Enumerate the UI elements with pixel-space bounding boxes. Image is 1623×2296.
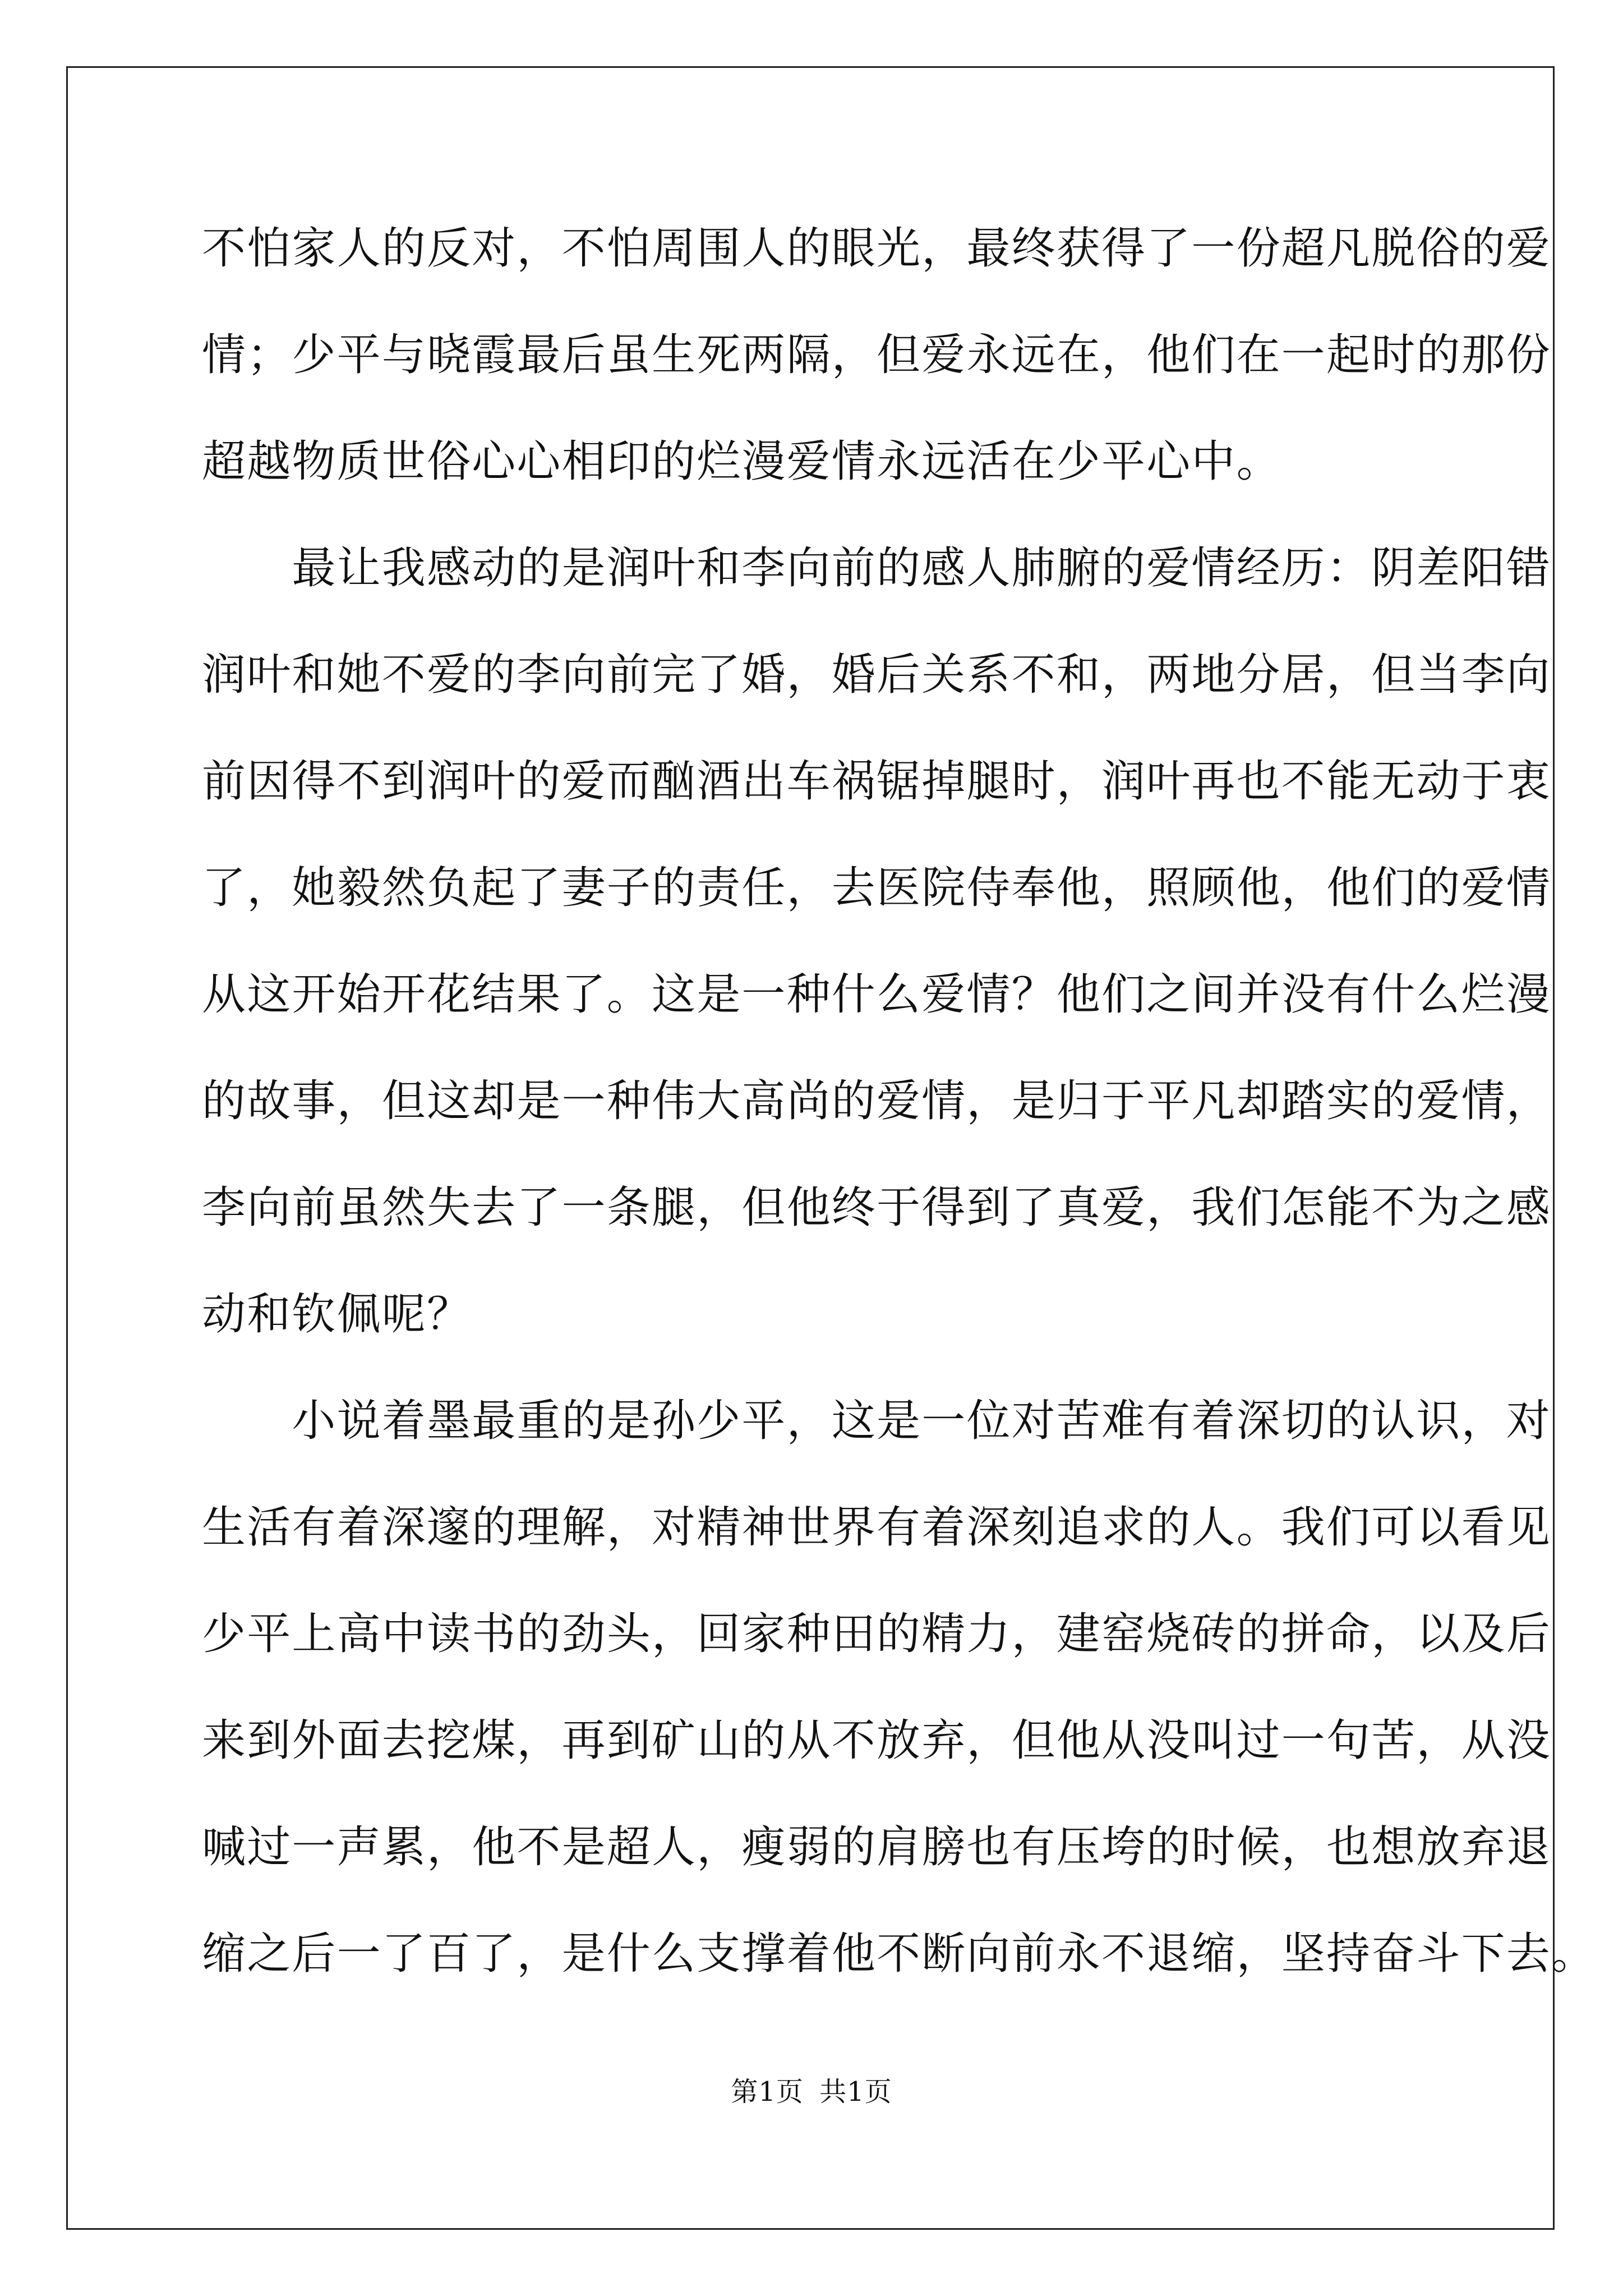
- text-line: 来到外面去挖煤，再到矿山的从不放弃，但他从没叫过一句苦，从没: [202, 1715, 1552, 1766]
- text-line: 前因得不到润叶的爱而酗酒出车祸锯掉腿时，润叶再也不能无动于衷: [202, 756, 1552, 807]
- text-line: 最让我感动的是润叶和李向前的感人肺腑的爱情经历：阴差阳错: [202, 543, 1552, 593]
- text-line: 缩之后一了百了，是什么支撑着他不断向前永不退缩，坚持奋斗下去。: [202, 1929, 1597, 1979]
- page-total: 共1页: [819, 2076, 892, 2108]
- page-footer: [0, 2070, 1623, 2109]
- document-body: [202, 212, 1597, 2024]
- text-line: 从这开始开花结果了。这是一种什么爱情？他们之间并没有什么烂漫: [202, 969, 1552, 1020]
- text-line: 超越物质世俗心心相印的烂漫爱情永远活在少平心中。: [202, 436, 1281, 487]
- text-line: 少平上高中读书的劲头，回家种田的精力，建窑烧砖的拼命，以及后: [202, 1609, 1552, 1659]
- text-line: 喊过一声累，他不是超人，瘦弱的肩膀也有压垮的时候，也想放弃退: [202, 1822, 1552, 1872]
- text-line: 李向前虽然失去了一条腿，但他终于得到了真爱，我们怎能不为之感: [202, 1182, 1552, 1233]
- text-line: 动和钦佩呢？: [202, 1289, 472, 1340]
- text-line: 情；少平与晓霞最后虽生死两隔，但爱永远在，他们在一起时的那份: [202, 330, 1552, 380]
- text-line: 润叶和她不爱的李向前完了婚，婚后关系不和，两地分居，但当李向: [202, 650, 1552, 700]
- text-line: 不怕家人的反对，不怕周围人的眼光，最终获得了一份超凡脱俗的爱: [202, 223, 1552, 274]
- text-line: 小说着墨最重的是孙少平，这是一位对苦难有着深切的认识，对: [202, 1396, 1552, 1446]
- page-number: 第1页: [731, 2076, 804, 2108]
- text-line: 了，她毅然负起了妻子的责任，去医院侍奉他，照顾他，他们的爱情: [202, 863, 1552, 913]
- text-line: 生活有着深邃的理解，对精神世界有着深刻追求的人。我们可以看见: [202, 1502, 1552, 1553]
- text-line: 的故事，但这却是一种伟大高尚的爱情，是归于平凡却踏实的爱情，: [202, 1076, 1552, 1126]
